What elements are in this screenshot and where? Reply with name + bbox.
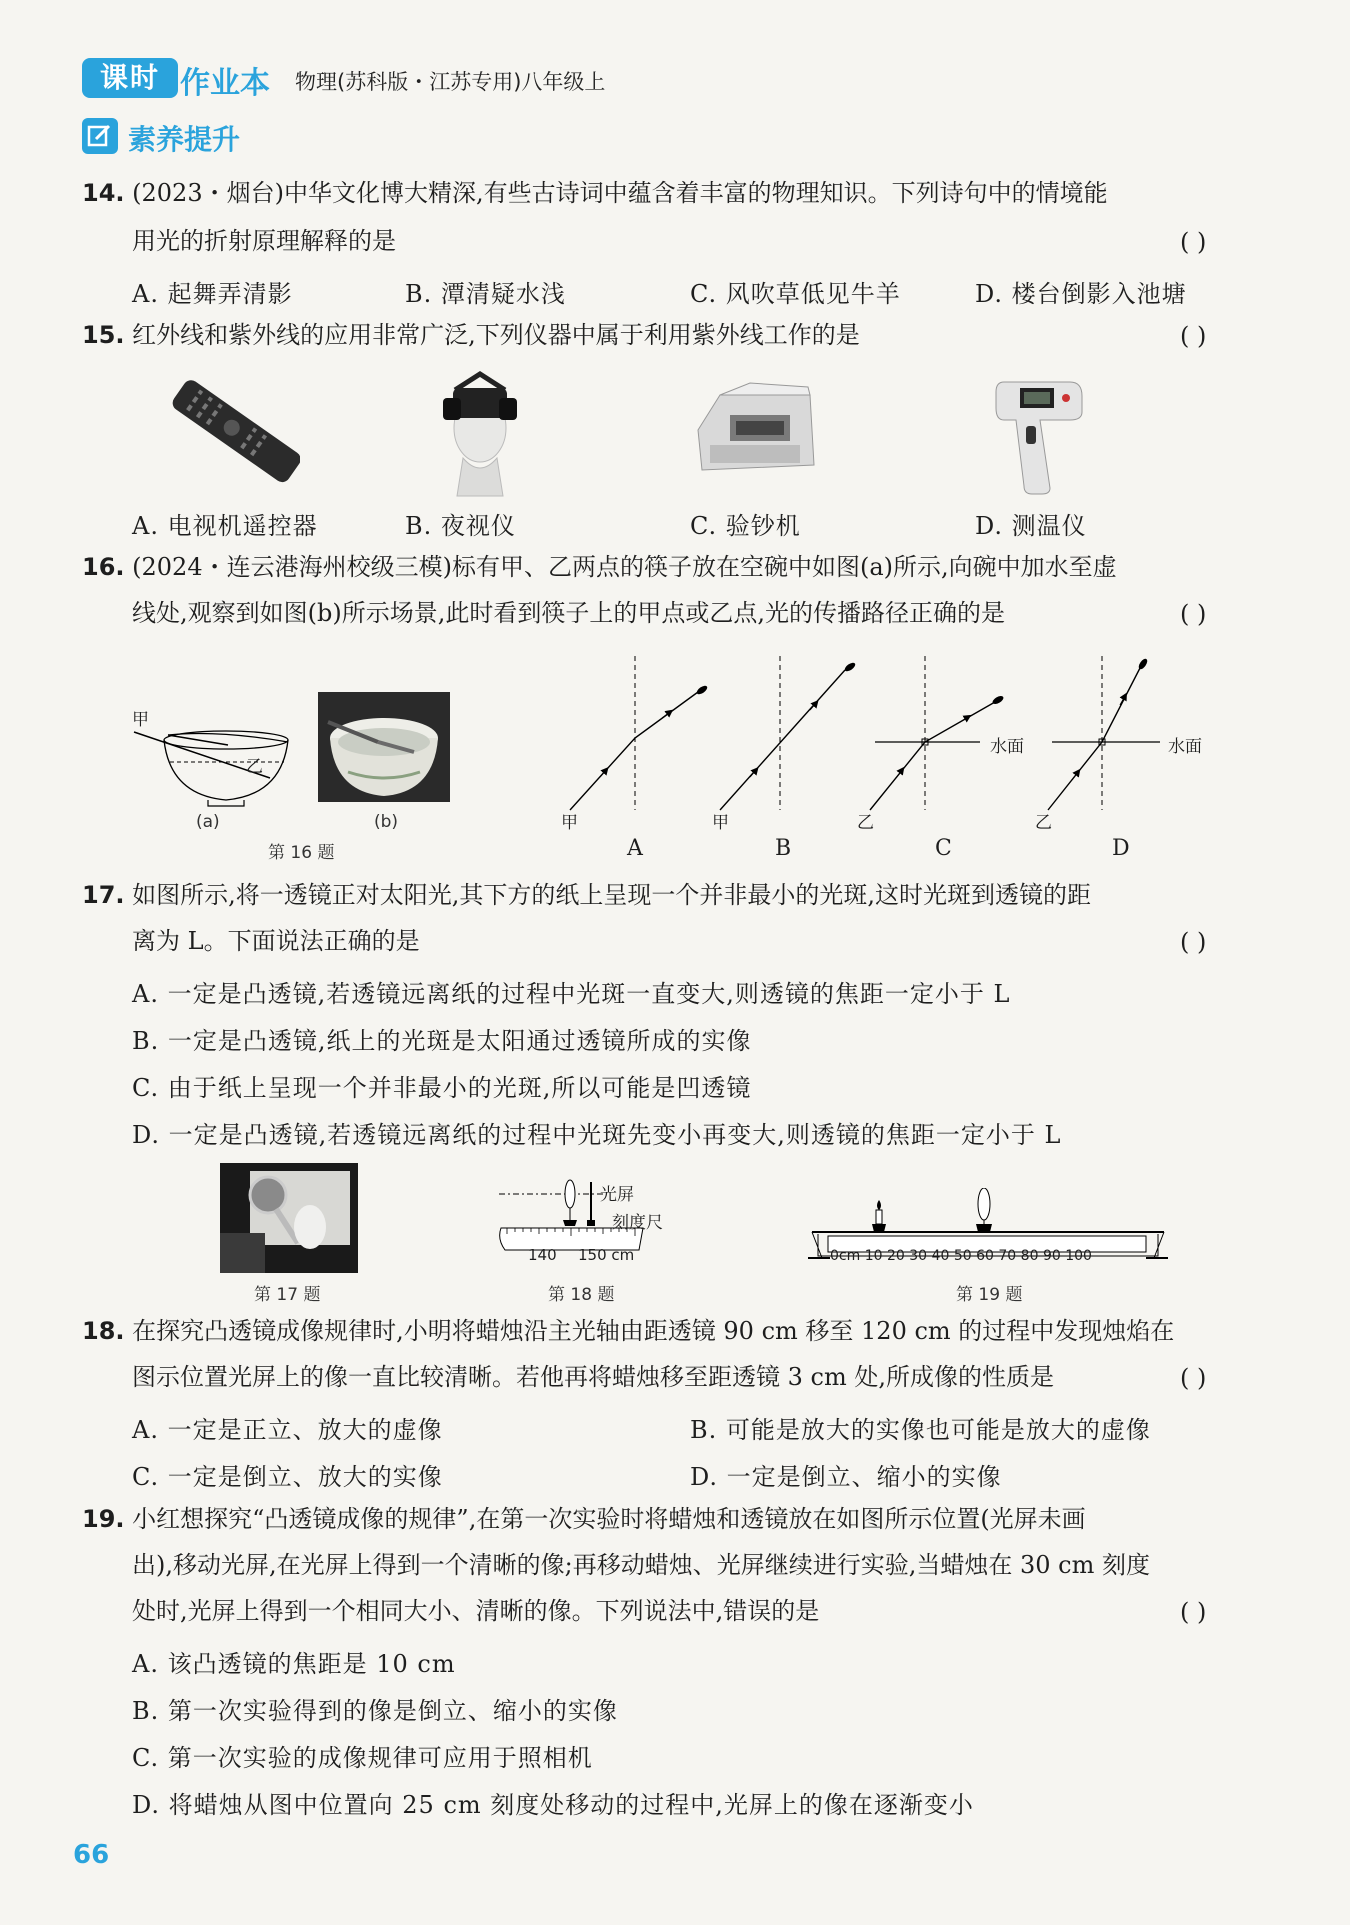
- light-path-options: [550, 650, 1220, 850]
- question-14-line1: [82, 178, 1108, 208]
- question-16-text: (2024・连云港海州校级三模)标有甲、乙两点的筷子放在空碗中如图(a)所示,向碗中加水至虚: [132, 553, 1117, 581]
- remote-control-image: [170, 368, 300, 493]
- panel-label-b: B: [775, 836, 792, 861]
- option: A. 起舞弄清影: [132, 280, 293, 308]
- night-vision-image: [425, 368, 535, 498]
- question-18-line1: [82, 1316, 1174, 1346]
- figure-19-caption: 第 19 题: [956, 1285, 1023, 1305]
- question-18-text: 在探究凸透镜成像规律时,小明将蜡烛沿主光轴由距透镜 90 cm 移至 120 cm 的过程中发现烛焰在: [132, 1317, 1175, 1345]
- answer-bracket: ( ): [1180, 228, 1207, 256]
- option: B. 一定是凸透镜,纸上的光斑是太阳通过透镜所成的实像: [132, 1027, 752, 1055]
- question-16-line1: [82, 552, 1117, 582]
- option: D. 一定是凸透镜,若透镜远离纸的过程中光斑先变小再变大,则透镜的焦距一定小于 L: [132, 1121, 1062, 1149]
- question-17-line1: [82, 880, 1091, 910]
- option: D. 将蜡烛从图中位置向 25 cm 刻度处移动的过程中,光屏上的像在逐渐变小: [132, 1791, 974, 1819]
- page-number: 66: [73, 1840, 110, 1870]
- answer-bracket: ( ): [1180, 322, 1207, 350]
- option: D. 测温仪: [975, 512, 1087, 540]
- question-15-text: 红外线和紫外线的应用非常广泛,下列仪器中属于利用紫外线工作的是: [132, 321, 860, 349]
- bench-ruler-ticks: [830, 1248, 1092, 1264]
- option: A. 一定是凸透镜,若透镜远离纸的过程中光斑一直变大,则透镜的焦距一定小于 L: [132, 980, 1011, 1008]
- option: D. 楼台倒影入池塘: [975, 280, 1187, 308]
- question-14-line2: 用光的折射原理解释的是: [132, 227, 396, 255]
- option-d-point-label: 乙: [1035, 813, 1052, 833]
- section-title: 素养提升: [128, 123, 241, 156]
- answer-bracket: ( ): [1180, 1364, 1207, 1392]
- question-17-number: 17.: [82, 881, 125, 909]
- question-16-number: 16.: [82, 553, 125, 581]
- option: B. 第一次实验得到的像是倒立、缩小的实像: [132, 1697, 618, 1725]
- tick: 30: [909, 1248, 928, 1264]
- panel-label-c: C: [935, 836, 952, 861]
- panel-label-d: D: [1112, 836, 1130, 861]
- option: B. 潭清疑水浅: [405, 280, 566, 308]
- question-19-number: 19.: [82, 1505, 125, 1533]
- tick: 50: [953, 1248, 972, 1264]
- option: B. 夜视仪: [405, 512, 516, 540]
- option-c-point-label: 乙: [857, 813, 874, 833]
- tick: 60: [976, 1248, 994, 1264]
- figure-a-caption: (a): [196, 812, 220, 832]
- tick: 10: [864, 1248, 883, 1264]
- figure-b-caption: (b): [374, 812, 399, 832]
- question-19-text: 小红想探究“凸透镜成像的规律”,在第一次实验时将蜡烛和透镜放在如图所示位置(光屏未画: [132, 1505, 1086, 1533]
- series-subtitle: 作业本: [180, 66, 270, 101]
- option: A. 一定是正立、放大的虚像: [132, 1416, 443, 1444]
- figure-16-caption: 第 16 题: [268, 843, 335, 863]
- option: C. 由于纸上呈现一个并非最小的光斑,所以可能是凹透镜: [132, 1074, 752, 1102]
- lens-photo: [220, 1163, 358, 1273]
- question-18-line2: 图示位置光屏上的像一直比较清晰。若他再将蜡烛移至距透镜 3 cm 处,所成像的性质是: [132, 1363, 1054, 1391]
- question-19-line1: [82, 1504, 1086, 1534]
- question-17-text: 如图所示,将一透镜正对太阳光,其下方的纸上呈现一个并非最小的光斑,这时光斑到透镜的距: [132, 881, 1092, 909]
- pencil-icon: [82, 118, 118, 154]
- answer-bracket: ( ): [1180, 600, 1207, 628]
- book-title: 物理(苏科版・江苏专用)八年级上: [295, 70, 606, 94]
- question-18-number: 18.: [82, 1317, 125, 1345]
- tick: 20: [886, 1248, 905, 1264]
- option: C. 第一次实验的成像规律可应用于照相机: [132, 1744, 593, 1772]
- tick-150: 150 cm: [578, 1246, 635, 1264]
- option: D. 一定是倒立、缩小的实像: [690, 1463, 1002, 1491]
- answer-bracket: ( ): [1180, 1598, 1207, 1626]
- tick: 80: [1020, 1248, 1039, 1264]
- panel-label-a: A: [627, 836, 643, 861]
- label-yi: 乙: [246, 757, 263, 777]
- question-14-number: 14.: [82, 179, 125, 207]
- question-15-line1: [82, 320, 860, 350]
- label-screen: 光屏: [600, 1185, 634, 1205]
- bowl-photo-b: [318, 692, 450, 802]
- option: C. 一定是倒立、放大的实像: [132, 1463, 443, 1491]
- answer-bracket: ( ): [1180, 928, 1207, 956]
- water-surface-label-c: 水面: [990, 737, 1024, 757]
- tick: 40: [931, 1248, 950, 1264]
- option-a-point-label: 甲: [561, 813, 578, 833]
- question-14-text: (2023・烟台)中华文化博大精深,有些古诗词中蕴含着丰富的物理知识。下列诗句中的情境能: [132, 179, 1108, 207]
- option: B. 可能是放大的实像也可能是放大的虚像: [690, 1416, 1151, 1444]
- option: A. 电视机遥控器: [132, 512, 318, 540]
- label-ruler: 刻度尺: [612, 1213, 663, 1233]
- question-19-line3: 处时,光屏上得到一个相同大小、清晰的像。下列说法中,错误的是: [132, 1597, 820, 1625]
- tick: 100: [1065, 1248, 1092, 1264]
- figure-17-caption: 第 17 题: [254, 1285, 321, 1305]
- bowl-diagram-a: [128, 700, 298, 810]
- label-jia: 甲: [132, 710, 149, 730]
- series-logo: 课时: [82, 58, 178, 98]
- water-surface-label-d: 水面: [1168, 737, 1202, 757]
- tick-140: 140: [528, 1246, 557, 1264]
- tick: 90: [1042, 1248, 1061, 1264]
- question-16-line2: 线处,观察到如图(b)所示场景,此时看到筷子上的甲点或乙点,光的传播路径正确的是: [132, 599, 1005, 627]
- thermometer-gun-image: [990, 372, 1100, 497]
- option: C. 验钞机: [690, 512, 801, 540]
- option-b-point-label: 甲: [712, 813, 729, 833]
- question-17-line2: 离为 L。下面说法正确的是: [132, 927, 420, 955]
- figure-18-caption: 第 18 题: [548, 1285, 615, 1305]
- question-19-line2: 出),移动光屏,在光屏上得到一个清晰的像;再移动蜡烛、光屏继续进行实验,当蜡烛在 30 cm 刻度: [132, 1551, 1150, 1579]
- tick: 0cm: [830, 1248, 861, 1264]
- money-counter-image: [690, 375, 820, 480]
- option: C. 风吹草低见牛羊: [690, 280, 901, 308]
- question-15-number: 15.: [82, 321, 125, 349]
- option: A. 该凸透镜的焦距是 10 cm: [132, 1650, 456, 1678]
- tick: 70: [998, 1248, 1017, 1264]
